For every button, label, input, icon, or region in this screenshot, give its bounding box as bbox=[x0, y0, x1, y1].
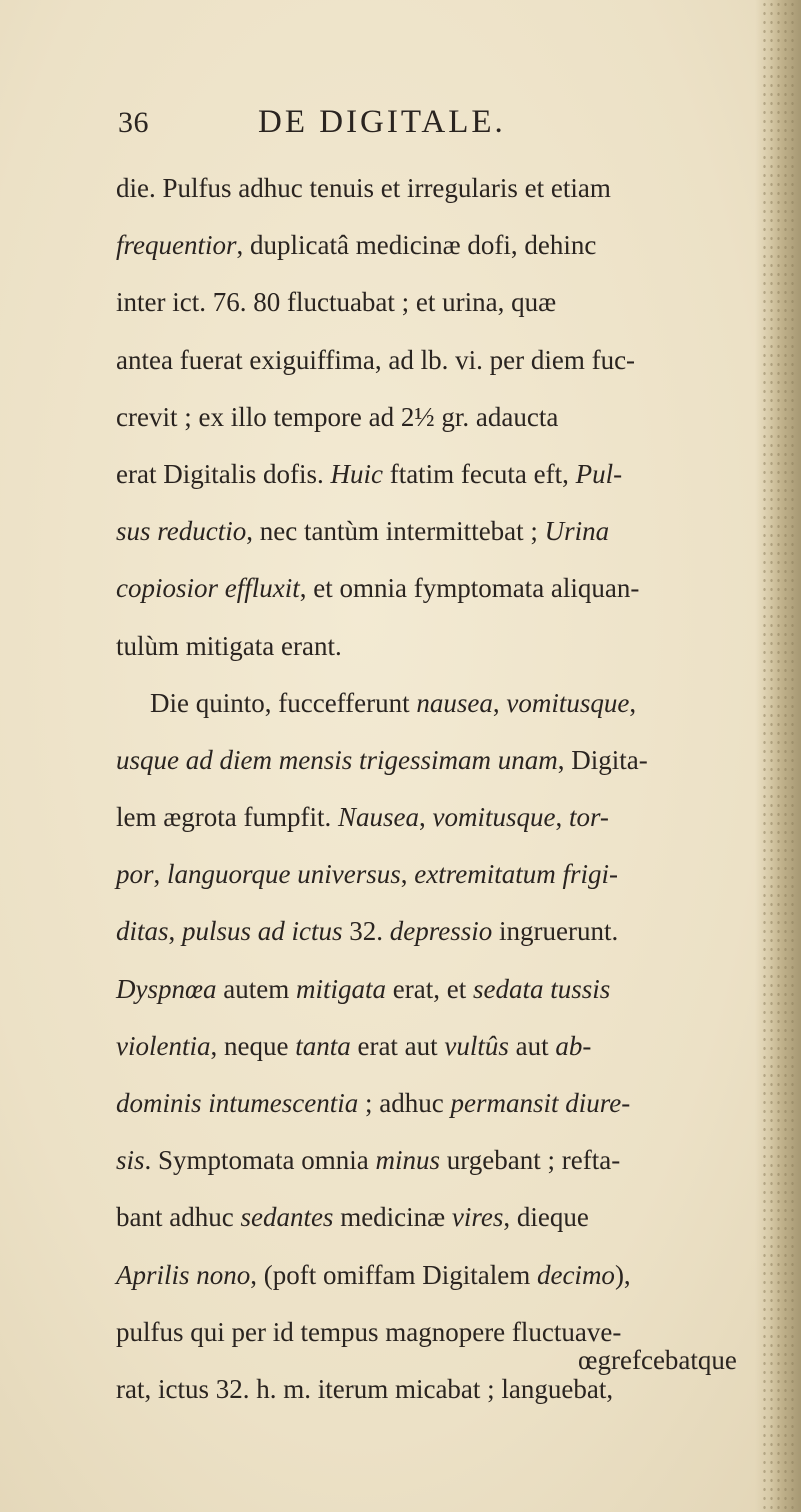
roman-text: , et omnia fymptomata aliquan- bbox=[299, 573, 640, 604]
text-line bbox=[116, 1018, 764, 1075]
roman-text: 32. bbox=[342, 916, 390, 947]
italic-text: nausea bbox=[416, 687, 493, 718]
italic-text: vires bbox=[451, 1202, 504, 1233]
text-line bbox=[116, 560, 764, 617]
roman-text: erat Digitalis dofis. bbox=[116, 458, 331, 489]
text-line bbox=[116, 389, 764, 446]
roman-text: crevit ; ex illo tempore ad 2½ gr. adaucta bbox=[116, 401, 559, 432]
italic-text: minus bbox=[375, 1145, 441, 1176]
roman-text: pulfus qui per id tempus magnopere fluctuave- bbox=[116, 1316, 622, 1347]
italic-text: pulsus ad ictus bbox=[182, 916, 343, 947]
italic-text: decimo bbox=[536, 1259, 615, 1290]
roman-text: erat, et bbox=[386, 973, 473, 1004]
italic-text: frequentior bbox=[116, 230, 237, 261]
italic-text: ditas bbox=[116, 916, 169, 947]
italic-text: permansit diure- bbox=[450, 1088, 631, 1118]
italic-text: Dyspnœa bbox=[116, 973, 217, 1004]
roman-text: aut bbox=[508, 1030, 556, 1061]
italic-text: extremitatum frigi- bbox=[414, 859, 618, 890]
body-text bbox=[116, 160, 764, 1418]
text-line bbox=[116, 217, 764, 274]
roman-text: erat aut bbox=[350, 1030, 445, 1061]
running-head: DE DIGITALE. bbox=[258, 104, 506, 140]
roman-text: inter ict. 76. 80 fluctuabat ; et urina, quæ bbox=[116, 287, 557, 318]
roman-text: autem bbox=[216, 973, 296, 1004]
text-line bbox=[116, 503, 764, 560]
roman-text: , bbox=[492, 687, 507, 718]
roman-text: bant adhuc bbox=[116, 1202, 241, 1233]
italic-text: sis bbox=[116, 1145, 145, 1176]
text-line bbox=[116, 961, 764, 1018]
text-line bbox=[116, 789, 764, 846]
italic-text: tanta bbox=[295, 1030, 351, 1061]
roman-text: , nec tantùm intermittebat ; bbox=[246, 516, 545, 547]
italic-text: violentia bbox=[116, 1030, 211, 1061]
italic-text: sedantes bbox=[240, 1202, 334, 1233]
italic-text: languorque universus bbox=[167, 859, 401, 890]
text-line bbox=[116, 446, 764, 503]
text-line bbox=[116, 846, 764, 903]
text-line bbox=[116, 160, 764, 217]
italic-text: mitigata bbox=[295, 973, 386, 1004]
italic-text: copiosior effluxit bbox=[116, 573, 300, 604]
roman-text: , bbox=[400, 859, 415, 890]
text-line bbox=[116, 903, 764, 960]
italic-text: Aprilis nono bbox=[116, 1259, 251, 1290]
roman-text: ; adhuc bbox=[358, 1088, 451, 1118]
italic-text: vomitusque bbox=[506, 687, 630, 718]
roman-text: , duplicatâ medicinæ dofi, dehinc bbox=[236, 230, 597, 261]
text-line bbox=[116, 274, 764, 331]
roman-text: lem ægrota fumpfit. bbox=[116, 802, 338, 833]
italic-text: por bbox=[116, 859, 154, 890]
text-line bbox=[116, 675, 764, 732]
roman-text: ), bbox=[614, 1259, 631, 1290]
roman-text: . Symptomata omnia bbox=[144, 1145, 376, 1176]
page-header bbox=[0, 100, 760, 160]
text-line bbox=[116, 1189, 764, 1246]
italic-text: Nausea bbox=[337, 802, 419, 833]
roman-text: tulùm mitigata erant. bbox=[116, 630, 342, 661]
italic-text: sus reductio bbox=[116, 516, 247, 547]
catchword: œgrefcebatque bbox=[578, 1345, 737, 1375]
roman-text: , bbox=[555, 802, 569, 833]
italic-text: usque ad diem mensis trigessimam unam bbox=[116, 744, 558, 775]
roman-text: , (poft omiffam Digitalem bbox=[250, 1259, 537, 1290]
page-edge-texture bbox=[761, 0, 797, 1512]
roman-text: antea fuerat exiguiffima, ad lb. vi. per diem fuc- bbox=[116, 344, 636, 375]
italic-text: sedata tussis bbox=[472, 973, 611, 1004]
roman-text: die. Pulfus adhuc tenuis et irregularis et etiam bbox=[116, 173, 611, 203]
italic-text: dominis intumescentia bbox=[116, 1088, 359, 1118]
text-line bbox=[116, 732, 764, 789]
text-line bbox=[116, 1132, 764, 1189]
italic-text: vomitusque bbox=[432, 802, 556, 833]
text-line bbox=[116, 618, 764, 675]
roman-text: rat, ictus 32. h. m. iterum micabat ; languebat, bbox=[116, 1373, 614, 1404]
italic-text: vultûs bbox=[444, 1030, 509, 1061]
roman-text: , dieque bbox=[503, 1202, 589, 1233]
roman-text: urgebant ; refta- bbox=[440, 1145, 621, 1176]
roman-text: ingruerunt. bbox=[492, 916, 619, 947]
italic-text: ab- bbox=[555, 1030, 592, 1061]
text-line bbox=[116, 1075, 764, 1132]
page-number: 36 bbox=[118, 106, 149, 139]
italic-text: Huic bbox=[330, 458, 383, 489]
italic-text: depressio bbox=[389, 916, 493, 947]
text-line bbox=[116, 1247, 764, 1304]
roman-text: medicinæ bbox=[333, 1202, 452, 1233]
roman-text: , Digita- bbox=[557, 744, 648, 775]
italic-text: Pul- bbox=[575, 458, 623, 489]
text-line bbox=[116, 332, 764, 389]
roman-text: , bbox=[168, 916, 183, 947]
roman-text: , bbox=[153, 859, 168, 890]
roman-text: Die quinto, fuccefferunt bbox=[150, 687, 417, 718]
roman-text: , bbox=[629, 687, 637, 718]
italic-text: tor- bbox=[568, 802, 609, 833]
italic-text: Urina bbox=[544, 516, 610, 547]
roman-text: ftatim fecuta eft, bbox=[382, 458, 576, 489]
roman-text: , neque bbox=[210, 1030, 296, 1061]
roman-text: , bbox=[418, 802, 433, 833]
